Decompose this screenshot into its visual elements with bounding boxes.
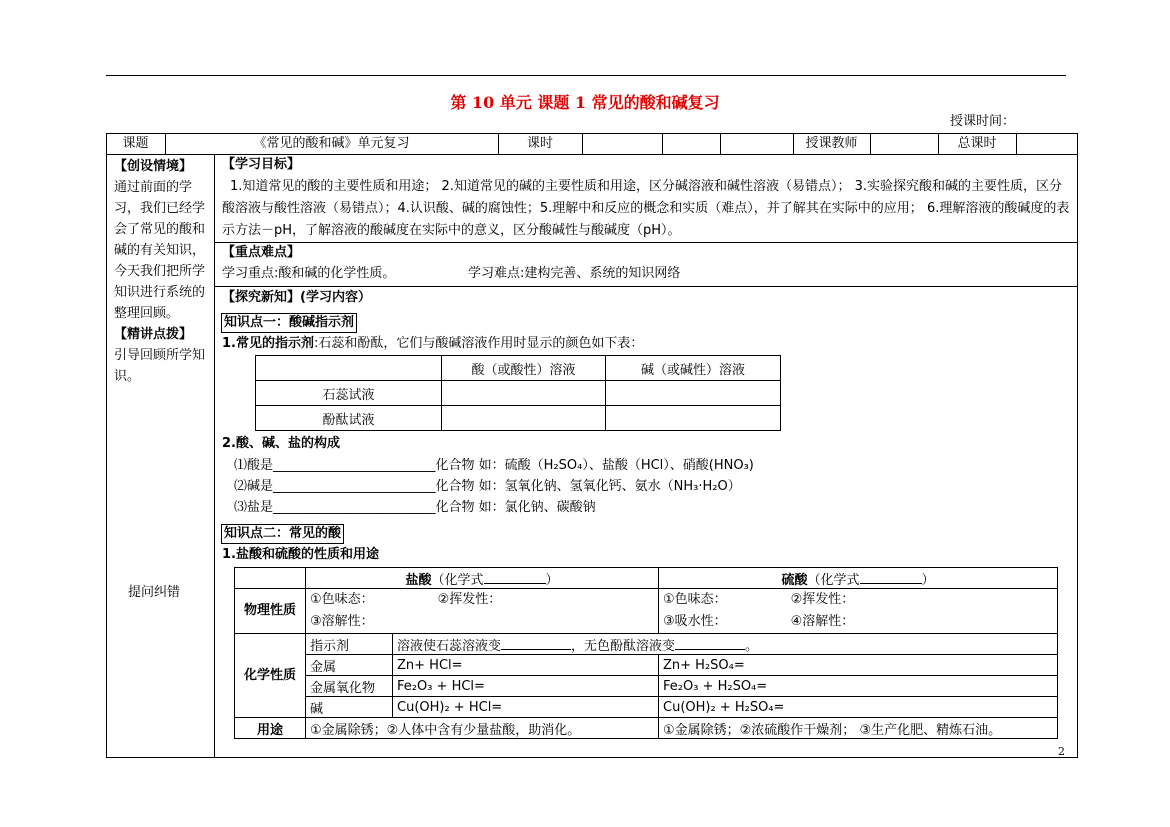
hcl-oxide-reaction: Fe₂O₃ + HCl=	[393, 676, 659, 697]
knowledge-point-1-title: 知识点一：酸碱指示剂	[221, 313, 357, 333]
hcl-column-header: 盐酸（化学式 ）	[306, 568, 659, 589]
header-row-divider	[106, 154, 1078, 155]
salt-definition: ⑶盐是_________________________化合物 如：氯化钠、碳酸钠	[234, 500, 596, 515]
uses-label: 用途	[235, 718, 306, 739]
chemical-properties-label: 化学性质	[235, 634, 306, 718]
uses-row	[235, 718, 1058, 739]
physical-properties-row: 物理性质 ①色味态： ②挥发性： ③溶解性： ①色味态： ②挥发性： ③吸水性： ④溶解性：	[235, 589, 1058, 634]
base-definition: ⑵碱是_________________________化合物 如：氢氧化钠、氢氧化钙、氨水（NH₃·H₂O）	[234, 479, 741, 494]
lesson-time-label: 授课时间：	[950, 114, 1016, 129]
metal-label: 金属	[306, 655, 393, 676]
total-hours-label: 总课时	[957, 136, 997, 151]
acids-section-heading: 1.盐酸和硫酸的性质和用途	[222, 547, 379, 562]
scenario-text: 通过前面的学习，我们已经学会了常见的酸和碱的有关知识，今天我们把所学知识进行系统的整理回顾。	[114, 180, 206, 321]
h2so4-metal-reaction: Zn+ H₂SO₄=	[659, 655, 1058, 676]
topic-label: 课题	[122, 136, 149, 151]
difficulty-text: 学习难点:建构完善、系统的知识网络	[468, 266, 681, 281]
h2so4-uses: ①金属除锈；②浓硫酸作干燥剂； ③生产化肥、精炼石油。	[659, 718, 1058, 739]
topic-value: 《常见的酸和碱》单元复习	[253, 136, 410, 151]
explore-heading: 【探究新知】(学习内容）	[222, 290, 371, 305]
acid-properties-table	[234, 567, 1058, 739]
left-column	[114, 156, 210, 387]
hcl-uses: ①金属除锈；②人体中含有少量盐酸，助消化。	[306, 718, 659, 739]
scenario-heading: 【创设情境】	[114, 159, 193, 174]
objectives-heading: 【学习目标】	[222, 157, 301, 172]
base-row	[235, 697, 1058, 718]
indicator-label: 指示剂	[306, 634, 393, 655]
lecture-text: 引导回顾所学知识。	[114, 348, 206, 384]
correction-label: 提问纠错	[128, 585, 181, 600]
indicator-intro: 1.常见的指示剂:石蕊和酚酞，它们与酸碱溶液作用时显示的颜色如下表：	[222, 336, 644, 351]
hours-label: 课时	[526, 136, 553, 151]
table-row	[256, 381, 781, 406]
page-number: 2	[1058, 745, 1065, 758]
physical-properties-label: 物理性质	[235, 589, 306, 634]
knowledge-point-2-title: 知识点二：常见的酸	[221, 524, 344, 544]
page-title: 第 10 单元 课题 1 常见的酸和碱复习	[450, 93, 720, 112]
base-label: 碱	[306, 697, 393, 718]
header-rule	[106, 75, 1066, 76]
hcl-base-reaction: Cu(OH)₂ + HCl=	[393, 697, 659, 718]
objectives-text: 1.知道常见的酸的主要性质和用途； 2.知道常见的碱的主要性质和用途，区分碱溶液和碱性溶液（易错点）； 3.实验探究酸和碱的主要性质，区分酸溶液与酸性溶液（易错点）；4.认识酸、碱的腐蚀性；5.理解中和反应的概念和实质（难点），并了解其在实际中的应用； 6.理解溶液的酸碱度的表示方法－pH，了解溶液的酸碱度在实际中的意义，区分酸碱性与酸碱度（pH）。	[222, 179, 1070, 238]
acid-definition: ⑴酸是_________________________化合物 如：硫酸（H₂SO₄）、盐酸（HCl）、硝酸(HNO₃)	[234, 458, 754, 473]
hcl-metal-reaction: Zn+ HCl=	[393, 655, 659, 676]
table-row	[256, 406, 781, 431]
indicator-row: 化学性质 指示剂 溶液使石蕊溶液变 ，无色酚酞溶液变 。	[235, 634, 1058, 655]
indicator-color-table	[255, 355, 781, 431]
left-column-divider	[214, 154, 215, 758]
h2so4-oxide-reaction: Fe₂O₃ + H₂SO₄=	[659, 676, 1058, 697]
h2so4-column-header: 硫酸（化学式 ）	[659, 568, 1058, 589]
acid-solution-header: 酸（或酸性）溶液	[442, 356, 606, 381]
focus-text: 学习重点:酸和碱的化学性质。	[222, 266, 396, 281]
base-solution-header: 碱（或碱性）溶液	[606, 356, 781, 381]
h2so4-base-reaction: Cu(OH)₂ + H₂SO₄=	[659, 697, 1058, 718]
litmus-label: 石蕊试液	[256, 381, 442, 406]
metal-oxide-label: 金属氧化物	[306, 676, 393, 697]
phenolphthalein-label: 酚酞试液	[256, 406, 442, 431]
key-points-heading: 【重点难点】	[222, 245, 301, 260]
composition-heading: 2.酸、碱、盐的构成	[222, 436, 340, 451]
metal-oxide-row	[235, 676, 1058, 697]
metal-row	[235, 655, 1058, 676]
teacher-label: 授课教师	[805, 136, 858, 151]
lecture-heading: 【精讲点拨】	[114, 327, 193, 342]
